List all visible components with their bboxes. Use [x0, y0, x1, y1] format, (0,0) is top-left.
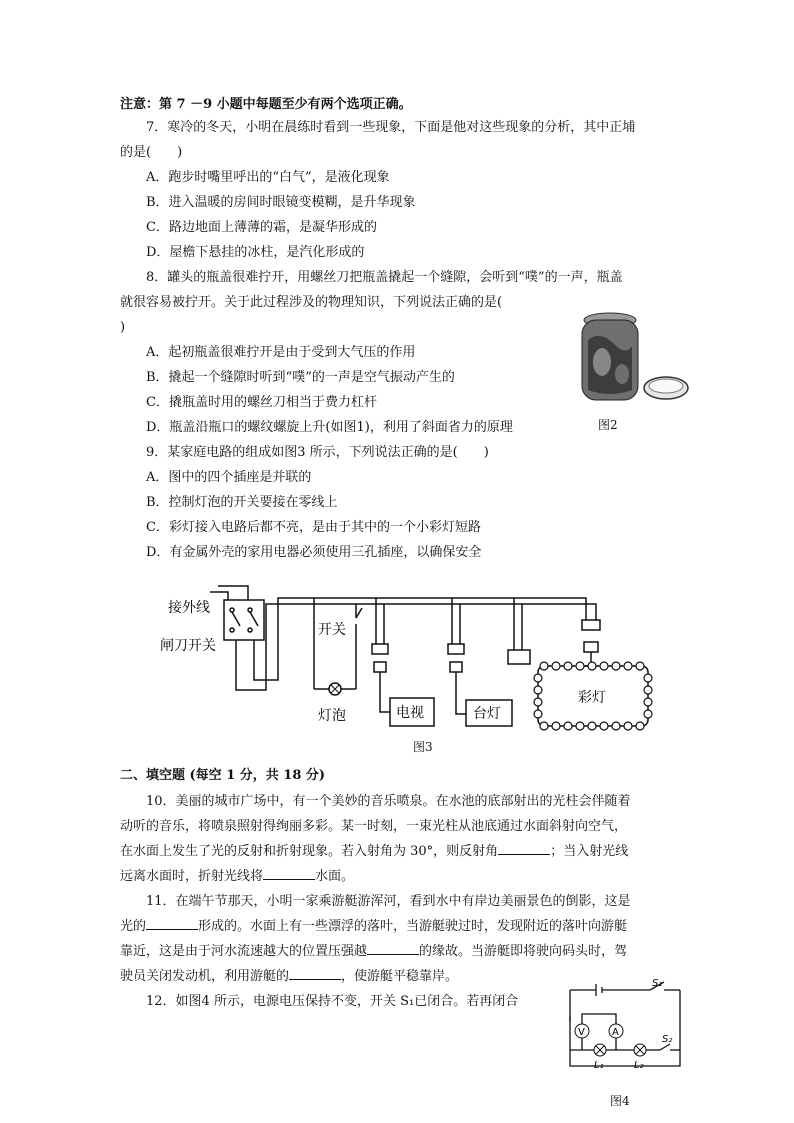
q10-line1: 10．美丽的城市广场中，有一个美妙的音乐喷泉。在水池的底部射出的光柱会伴随着: [146, 794, 631, 809]
desk-lamp-label: 台灯: [473, 706, 501, 722]
color-light-bead: [624, 722, 632, 730]
figure-3-caption: 图3: [413, 740, 433, 754]
l2-label: L₂: [634, 1060, 644, 1071]
q8-stem-line1: 8．罐头的瓶盖很难拧开，用螺丝刀把瓶盖撬起一个缝隙，会听到“噗”的一声，瓶盖: [146, 270, 623, 285]
q11-blank-2[interactable]: [367, 954, 419, 955]
color-light-bead: [564, 722, 572, 730]
ammeter-label: A: [612, 1027, 619, 1038]
q10-line4-text-a: 远离水面时，折射光线将: [120, 869, 264, 884]
color-light-bead: [644, 674, 652, 682]
ext-wire-label: 接外线: [168, 600, 210, 616]
q11-line4-text-b: ，使游艇平稳靠岸。: [341, 969, 459, 984]
q10-line3-text-a: 在水面上发生了光的反射和折射现象。若入射角为 30°，则反射角: [120, 844, 499, 859]
q11-line3-text-a: 靠近，这是由于河水流速越大的位置压强越: [120, 944, 368, 959]
q8-option-c: C．撬瓶盖时用的螺丝刀相当于费力杠杆: [146, 395, 377, 410]
jar-figure: [570, 300, 700, 410]
q11-line4-text-a: 驶员关闭发动机，利用游艇的: [120, 969, 290, 984]
q8-option-d: D．瓶盖沿瓶口的螺纹螺旋上升(如图1)，利用了斜面省力的原理: [146, 420, 513, 435]
section-2-heading: 二、填空题 (每空 1 分，共 18 分): [120, 768, 326, 783]
q7-option-c: C．路边地面上薄薄的霜，是凝华形成的: [146, 220, 377, 235]
color-light-bead: [534, 698, 542, 706]
figure-4-caption: 图4: [610, 1094, 630, 1108]
s2-label: S₂: [662, 1034, 673, 1045]
q8-option-a: A．起初瓶盖很难拧开是由于受到大气压的作用: [146, 345, 416, 360]
color-light-bead: [644, 698, 652, 706]
q10-line3-text-b: ；当入射光线: [550, 844, 629, 859]
q7-option-b: B．进入温暖的房间时眼镜变模糊，是升华现象: [146, 195, 416, 210]
color-light-bead: [636, 722, 644, 730]
q10-line4-text-b: 水面。: [315, 869, 355, 884]
color-light-bead: [636, 662, 644, 670]
q11-line2-text-b: 形成的。水面上有一些漂浮的落叶，当游艇驶过时，发现附近的落叶向游艇: [198, 919, 628, 934]
color-light-bead: [644, 710, 652, 718]
switch-label: 开关: [318, 622, 346, 638]
q8-stem-line3: ): [120, 320, 126, 335]
q11-line2: [120, 917, 627, 937]
color-light-bead: [564, 662, 572, 670]
q7-option-d: D．屋檐下悬挂的冰柱，是汽化形成的: [146, 245, 365, 260]
color-light-bead: [588, 722, 596, 730]
color-light-bead: [534, 674, 542, 682]
color-light-bead: [600, 722, 608, 730]
q11-line2-text-a: 光的: [120, 919, 147, 934]
q9-option-c: C．彩灯接入电路后都不亮，是由于其中的一个小彩灯短路: [146, 520, 481, 535]
note-line: 注意：第 7 －9 小题中每题至少有两个选项正确。: [120, 97, 412, 112]
color-light-bead: [612, 722, 620, 730]
color-light-bead: [600, 662, 608, 670]
knife-switch-label: 闸刀开关: [160, 638, 216, 654]
q7-stem-line1: 7．寒冷的冬天，小明在晨练时看到一些现象，下面是他对这些现象的分析，其中正埔: [146, 120, 636, 135]
color-light-bead: [540, 722, 548, 730]
bulb-label: 灯泡: [318, 708, 346, 724]
figure-4-circuit: [560, 976, 690, 1086]
q10-line2: 动听的音乐，将喷泉照射得绚丽多彩。某一时刻，一束光柱从池底通过水面斜射向空气，: [120, 819, 628, 834]
tv-label: 电视: [396, 705, 424, 721]
q9-option-b: B．控制灯泡的开关要接在零线上: [146, 495, 338, 510]
color-light-label: 彩灯: [578, 690, 606, 706]
q10-line3: [120, 842, 628, 862]
household-circuit-diagram: [160, 584, 660, 734]
q11-line3: [120, 942, 627, 962]
color-light-bead: [612, 662, 620, 670]
color-light-bead: [534, 710, 542, 718]
s1-label: S₁: [652, 978, 663, 989]
color-light-bead: [644, 686, 652, 694]
q10-blank-2[interactable]: [263, 879, 315, 880]
color-light-bead: [552, 722, 560, 730]
q8-option-b: B．撬起一个缝隙时听到“噗”的一声是空气振动产生的: [146, 370, 455, 385]
q9-option-d: D．有金属外壳的家用电器必须使用三孔插座，以确保安全: [146, 545, 482, 560]
color-light-bead: [540, 662, 548, 670]
q9-stem: 9．某家庭电路的组成如图3 所示，下列说法正确的是( ): [146, 445, 489, 460]
color-light-bead: [576, 722, 584, 730]
color-light-bead: [534, 686, 542, 694]
q8-stem-line2: 就很容易被拧开。关于此过程涉及的物理知识，下列说法正确的是(: [120, 295, 503, 310]
voltmeter-label: V: [578, 1027, 585, 1038]
color-light-bead: [624, 662, 632, 670]
figure-2-caption: 图2: [598, 418, 618, 432]
q11-line3-text-b: 的缘故。当游艇即将驶向码头时，驾: [419, 944, 628, 959]
l1-label: L₁: [594, 1060, 604, 1071]
q11-blank-1[interactable]: [146, 929, 198, 930]
q12-line1: 12．如图4 所示，电源电压保持不变，开关 S₁已闭合。若再闭合: [146, 994, 519, 1009]
q11-blank-3[interactable]: [289, 979, 341, 980]
color-light-bead: [552, 662, 560, 670]
q7-option-a: A．跑步时嘴里呼出的“白气”，是液化现象: [146, 170, 390, 185]
color-light-bead: [576, 662, 584, 670]
color-light-bead: [588, 662, 596, 670]
q10-line4: [120, 867, 354, 887]
q11-line4: [120, 967, 458, 987]
q11-line1: 11．在端午节那天，小明一家乘游艇游浑河，看到水中有岸边美丽景色的倒影，这是: [146, 894, 631, 909]
q9-option-a: A．图中的四个插座是并联的: [146, 470, 312, 485]
q7-stem-line2: 的是( ): [120, 145, 183, 160]
q10-blank-1[interactable]: [498, 854, 550, 855]
